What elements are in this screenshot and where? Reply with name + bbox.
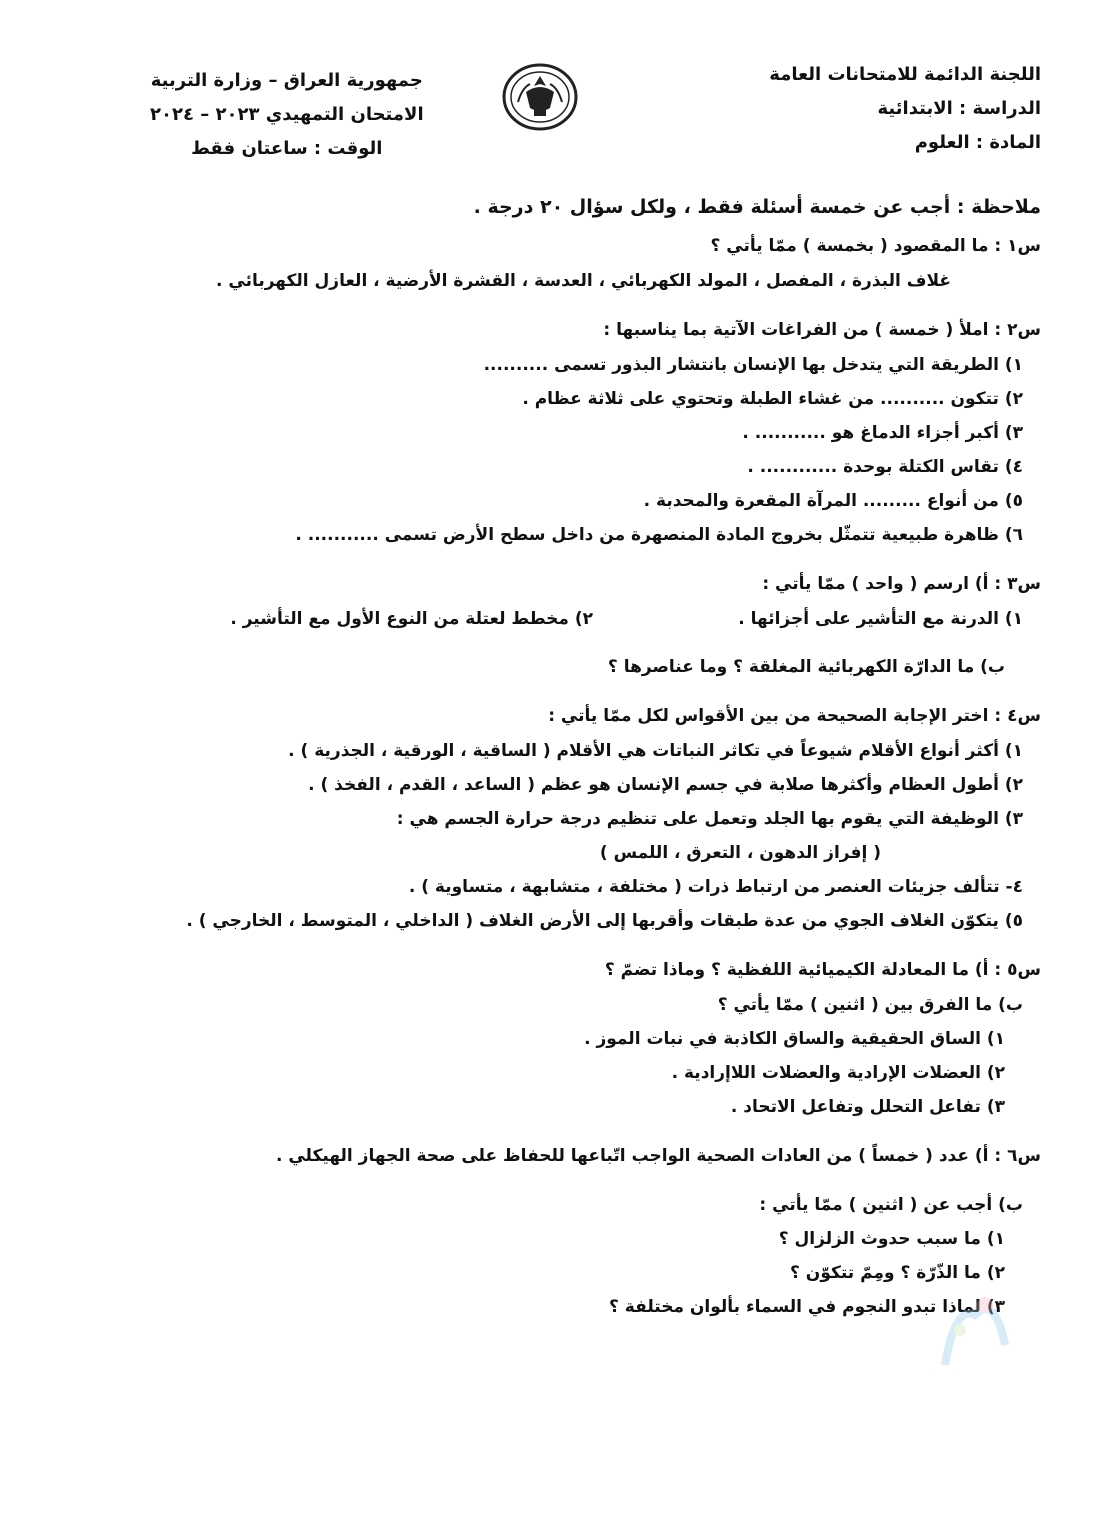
question-1-terms: غلاف البذرة ، المفصل ، المولد الكهربائي ، العدسة ، القشرة الأرضية ، العازل الكهربائي . [216,271,951,291]
question-3-item-2: ٢) مخطط لعتلة من النوع الأول مع التأشير . [230,609,593,629]
question-6-item: ٢) ما الذّرّة ؟ ومِمّ تتكوّن ؟ [790,1263,1005,1283]
header-ministry-block [150,64,424,166]
question-4-item: ٤- تتألف جزيئات العنصر من ارتباط ذرات ( مختلفة ، متشابهة ، متساوية ) . [408,877,1023,897]
question-6-item: ٣) لماذا تبدو النجوم في السماء بألوان مختلفة ؟ [609,1297,1005,1317]
question-3-items [41,602,1041,636]
question-4-item: ٢) أطول العظام وأكثرها صلابة في جسم الإنسان هو عظم ( الساعد ، القدم ، الفخذ ) . [308,775,1023,795]
question-5-part-b: ب) ما الفرق بين ( اثنين ) ممّا يأتي ؟ [717,995,1023,1015]
question-3-title: س٣ : أ) ارسم ( واحد ) ممّا يأتي : [762,574,1041,594]
question-6-part-b: ب) أجب عن ( اثنين ) ممّا يأتي : [759,1195,1023,1215]
question-2-title: س٢ : املأ ( خمسة ) من الفراغات الآتية بما يناسبها : [603,320,1041,340]
question-4-item: ٣) الوظيفة التي يقوم بها الجلد وتعمل على تنظيم درجة حرارة الجسم هي : [396,809,1023,829]
question-3-item-1: ١) الدرنة مع التأشير على أجزائها . [738,609,1023,629]
question-2-item: ٤) تقاس الكتلة بوحدة ............ . [747,457,1023,477]
exam-title: الامتحان التمهيدي ٢٠٢٣ – ٢٠٢٤ [150,104,424,125]
question-6-title: س٦ : أ) عدد ( خمساً ) من العادات الصحية الواجب اتّباعها للحفاظ على صحة الجهاز الهيكلي . [275,1146,1041,1166]
ministry-emblem-icon [500,62,580,132]
watermark-logo-icon [935,1285,1015,1375]
study-level: الدراسة : الابتدائية [877,98,1041,119]
question-4-item: ١) أكثر أنواع الأقلام شيوعاً في تكاثر النباتات هي الأقلام ( الساقية ، الورقية ، الجذرية ) . [288,741,1023,761]
question-4-item: ٥) يتكوّن الغلاف الجوي من عدة طبقات وأقربها إلى الأرض الغلاف ( الداخلي ، المتوسط ، الخارجي ) . [186,911,1023,931]
question-5-item: ٢) العضلات الإرادية والعضلات اللاإرادية . [671,1063,1005,1083]
question-4-item-choices: ( إفراز الدهون ، التعرق ، اللمس ) [599,843,881,863]
question-5-item: ١) الساق الحقيقية والساق الكاذبة في نبات الموز . [584,1029,1005,1049]
question-1-title: س١ : ما المقصود ( بخمسة ) ممّا يأتي ؟ [710,236,1041,256]
question-5-title: س٥ : أ) ما المعادلة الكيميائية اللفظية ؟ وماذا تضمّ ؟ [604,960,1041,980]
exam-duration: الوقت : ساعتان فقط [191,138,383,159]
question-2-item: ٣) أكبر أجزاء الدماغ هو ........... . [742,423,1023,443]
exam-note: ملاحظة : أجب عن خمسة أسئلة فقط ، ولكل سؤال ٢٠ درجة . [473,196,1041,218]
question-2-item: ٢) تتكون .......... من غشاء الطبلة وتحتوي على ثلاثة عظام . [522,389,1023,409]
ministry-name: جمهورية العراق – وزارة التربية [150,70,423,91]
question-2-item: ٦) ظاهرة طبيعية تتمثّل بخروج المادة المنصهرة من داخل سطح الأرض تسمى ........... . [295,525,1023,545]
question-2-item: ١) الطريقة التي يتدخل بها الإنسان بانتشار البذور تسمى .......... [483,355,1023,375]
question-4-title: س٤ : اختر الإجابة الصحيحة من بين الأقواس لكل ممّا يأتي : [548,706,1041,726]
question-6-item: ١) ما سبب حدوث الزلزال ؟ [778,1229,1005,1249]
question-5-item: ٣) تفاعل التحلل وتفاعل الاتحاد . [730,1097,1005,1117]
subject: المادة : العلوم [914,132,1041,153]
question-3-part-b: ب) ما الدارّة الكهربائية المغلقة ؟ وما عناصرها ؟ [607,657,1005,677]
exam-body [41,186,1041,1324]
committee-name: اللجنة الدائمة للامتحانات العامة [769,64,1041,85]
header-committee-block [769,58,1041,160]
question-2-item: ٥) من أنواع ......... المرآة المقعرة والمحدبة . [643,491,1023,511]
